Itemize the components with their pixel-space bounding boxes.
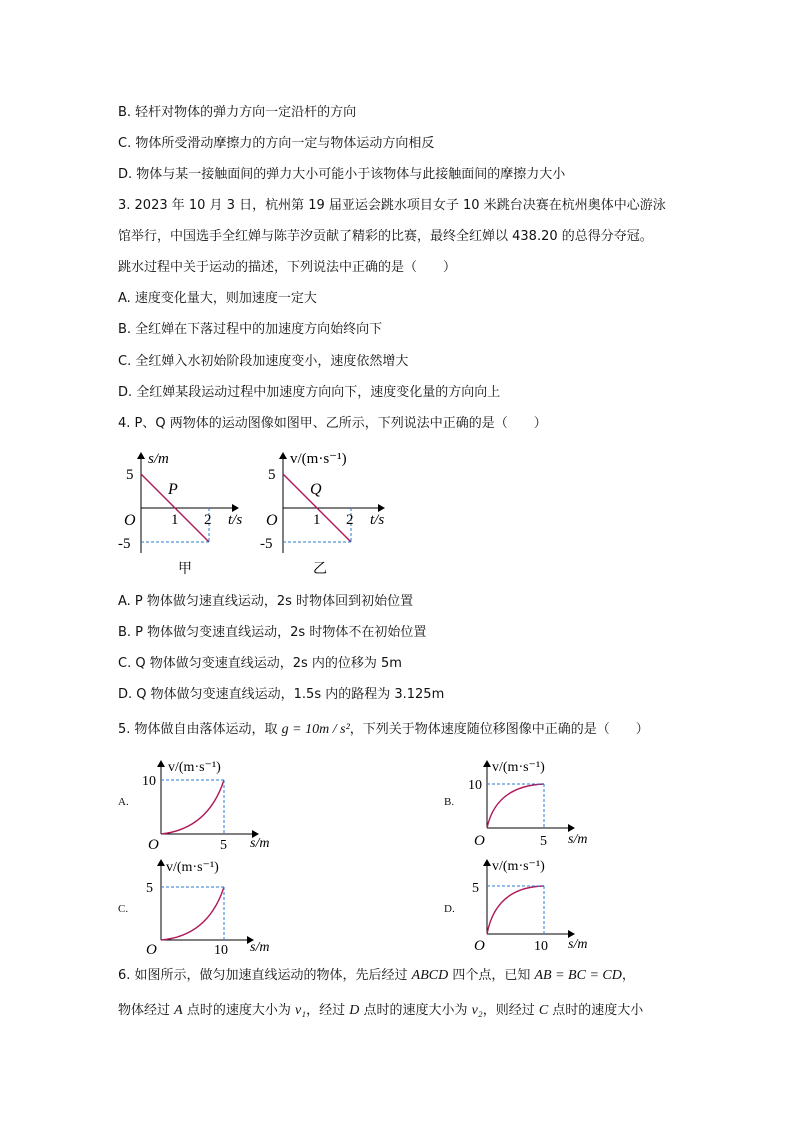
q6-text-2: 四个点，已知	[448, 968, 535, 983]
q6-point-d: D	[349, 1003, 360, 1018]
q5-stem-pre: 5. 物体做自由落体运动，取	[118, 722, 282, 737]
q6-stem-line1	[118, 967, 635, 985]
y-tick: 10	[468, 778, 482, 793]
y-axis-label: v/(m·s⁻¹)	[168, 760, 221, 775]
v-s-curve	[487, 784, 544, 828]
q4-option-d: D. Q 物体做匀变速直线运动，1.5s 内的路程为 3.125m	[118, 687, 445, 702]
q2-option-d: D. 物体与某一接触面间的弹力大小可能小于该物体与此接触面间的摩擦力大小	[118, 167, 566, 182]
q5-option-c-label: C.	[118, 903, 129, 915]
q6-points: ABCD	[411, 968, 449, 983]
x-tick: 10	[214, 943, 228, 958]
q5-option-b-label: B.	[444, 796, 455, 808]
q6-text-6: ，经过	[306, 1003, 350, 1018]
y-axis-label: v/(m·s⁻¹)	[290, 451, 347, 467]
v-s-curve	[161, 780, 224, 834]
graph-yi	[260, 445, 410, 580]
origin-label: O	[148, 837, 159, 853]
q2-option-b: B. 轻杆对物体的弹力方向一定沿杆的方向	[118, 105, 357, 120]
q6-equation: AB = BC = CD	[534, 968, 622, 983]
q5-stem-post: ，下列关于物体速度随位移图像中正确的是（ ）	[349, 722, 649, 737]
q2-option-c: C. 物体所受滑动摩擦力的方向一定与物体运动方向相反	[118, 136, 435, 151]
x-axis-label: t/s	[370, 512, 385, 528]
y-tick-top: 5	[268, 467, 276, 483]
x-tick-1: 1	[313, 512, 321, 528]
x-tick: 5	[220, 838, 227, 853]
v-s-curve	[487, 886, 544, 934]
q3-stem-line3: 跳水过程中关于运动的描述，下列说法中正确的是（ ）	[118, 260, 457, 275]
y-axis-label: s/m	[148, 451, 169, 467]
p-label: P	[168, 481, 178, 498]
q3-stem-line1: 3. 2023 年 10 月 3 日，杭州第 19 届亚运会跳水项目女子 10 米跳台决赛在杭州奥体中心游泳	[118, 198, 666, 213]
graph-caption: 甲	[178, 562, 192, 577]
graph-caption: 乙	[313, 562, 327, 577]
q6-v2: v₂	[471, 1003, 483, 1018]
x-axis-label: s/m	[568, 832, 588, 847]
q6-text-4: 物体经过	[118, 1003, 175, 1018]
origin-label: O	[146, 942, 157, 958]
v-s-curve	[161, 887, 224, 940]
graph-jia	[118, 445, 268, 580]
y-axis-label: v/(m·s⁻¹)	[492, 760, 545, 775]
origin-label: O	[474, 938, 485, 954]
x-tick-2: 2	[346, 512, 354, 528]
q5-option-a-label: A.	[118, 796, 129, 808]
q6-text-9: 点时的速度大小	[548, 1003, 644, 1018]
x-tick-1: 1	[171, 512, 179, 528]
q6-text-8: ，则经过	[482, 1003, 539, 1018]
y-tick: 10	[142, 774, 156, 789]
q4-stem: 4. P、Q 两物体的运动图像如图甲、乙所示，下列说法中正确的是（ ）	[118, 416, 547, 431]
origin-label: O	[266, 512, 278, 529]
q4-option-a: A. P 物体做匀速直线运动，2s 时物体回到初始位置	[118, 594, 414, 609]
q6-v1: v₁	[294, 1003, 307, 1018]
x-tick-2: 2	[204, 512, 212, 528]
q5-graph-c	[138, 854, 283, 958]
q6-text-1: 6. 如图所示，做匀加速直线运动的物体，先后经过	[118, 968, 412, 983]
q4-option-c: C. Q 物体做匀变速直线运动，2s 内的位移为 5m	[118, 656, 402, 671]
q6-stem-line2	[118, 1002, 643, 1020]
q6-text-5: 点时的速度大小为	[182, 1003, 295, 1018]
y-tick-bottom: -5	[260, 536, 273, 552]
q3-option-a: A. 速度变化量大，则加速度一定大	[118, 291, 317, 306]
y-tick: 5	[472, 881, 479, 896]
y-axis-label: v/(m·s⁻¹)	[492, 859, 545, 874]
y-tick: 5	[146, 881, 153, 896]
q5-graph-b	[464, 755, 604, 855]
x-axis-label: s/m	[250, 836, 270, 851]
x-axis-label: s/m	[568, 937, 588, 952]
x-tick: 10	[534, 939, 548, 954]
q4-option-b: B. P 物体做匀变速直线运动，2s 时物体不在初始位置	[118, 625, 427, 640]
y-axis-label: v/(m·s⁻¹)	[166, 860, 219, 875]
q5-option-d-label: D.	[444, 903, 455, 915]
q6-text-7: 点时的速度大小为	[359, 1003, 472, 1018]
q3-option-d: D. 全红婵某段运动过程中加速度方向向下，速度变化量的方向向上	[118, 385, 501, 400]
q-label: Q	[310, 481, 322, 498]
x-axis-label: s/m	[250, 940, 270, 955]
x-tick: 5	[540, 834, 547, 849]
q5-graph-d	[464, 854, 609, 958]
origin-label: O	[124, 512, 136, 529]
y-tick-bottom: -5	[118, 536, 131, 552]
q3-option-c: C. 全红婵入水初始阶段加速度变小，速度依然增大	[118, 354, 409, 369]
origin-label: O	[474, 833, 485, 849]
q5-stem	[118, 721, 649, 739]
q3-stem-line2: 馆举行，中国选手全红婵与陈芋汐贡献了精彩的比赛，最终全红婵以 438.20 的总得分夺冠。	[118, 229, 653, 244]
q6-point-c: C	[538, 1003, 549, 1018]
q6-point-a: A	[174, 1003, 183, 1018]
q5-graph-a	[138, 755, 278, 855]
x-axis-label: t/s	[228, 512, 243, 528]
q5-formula: g = 10m / s²	[281, 722, 350, 737]
q6-text-3: ，	[621, 968, 635, 983]
y-tick-top: 5	[126, 467, 134, 483]
q3-option-b: B. 全红婵在下落过程中的加速度方向始终向下	[118, 322, 383, 337]
